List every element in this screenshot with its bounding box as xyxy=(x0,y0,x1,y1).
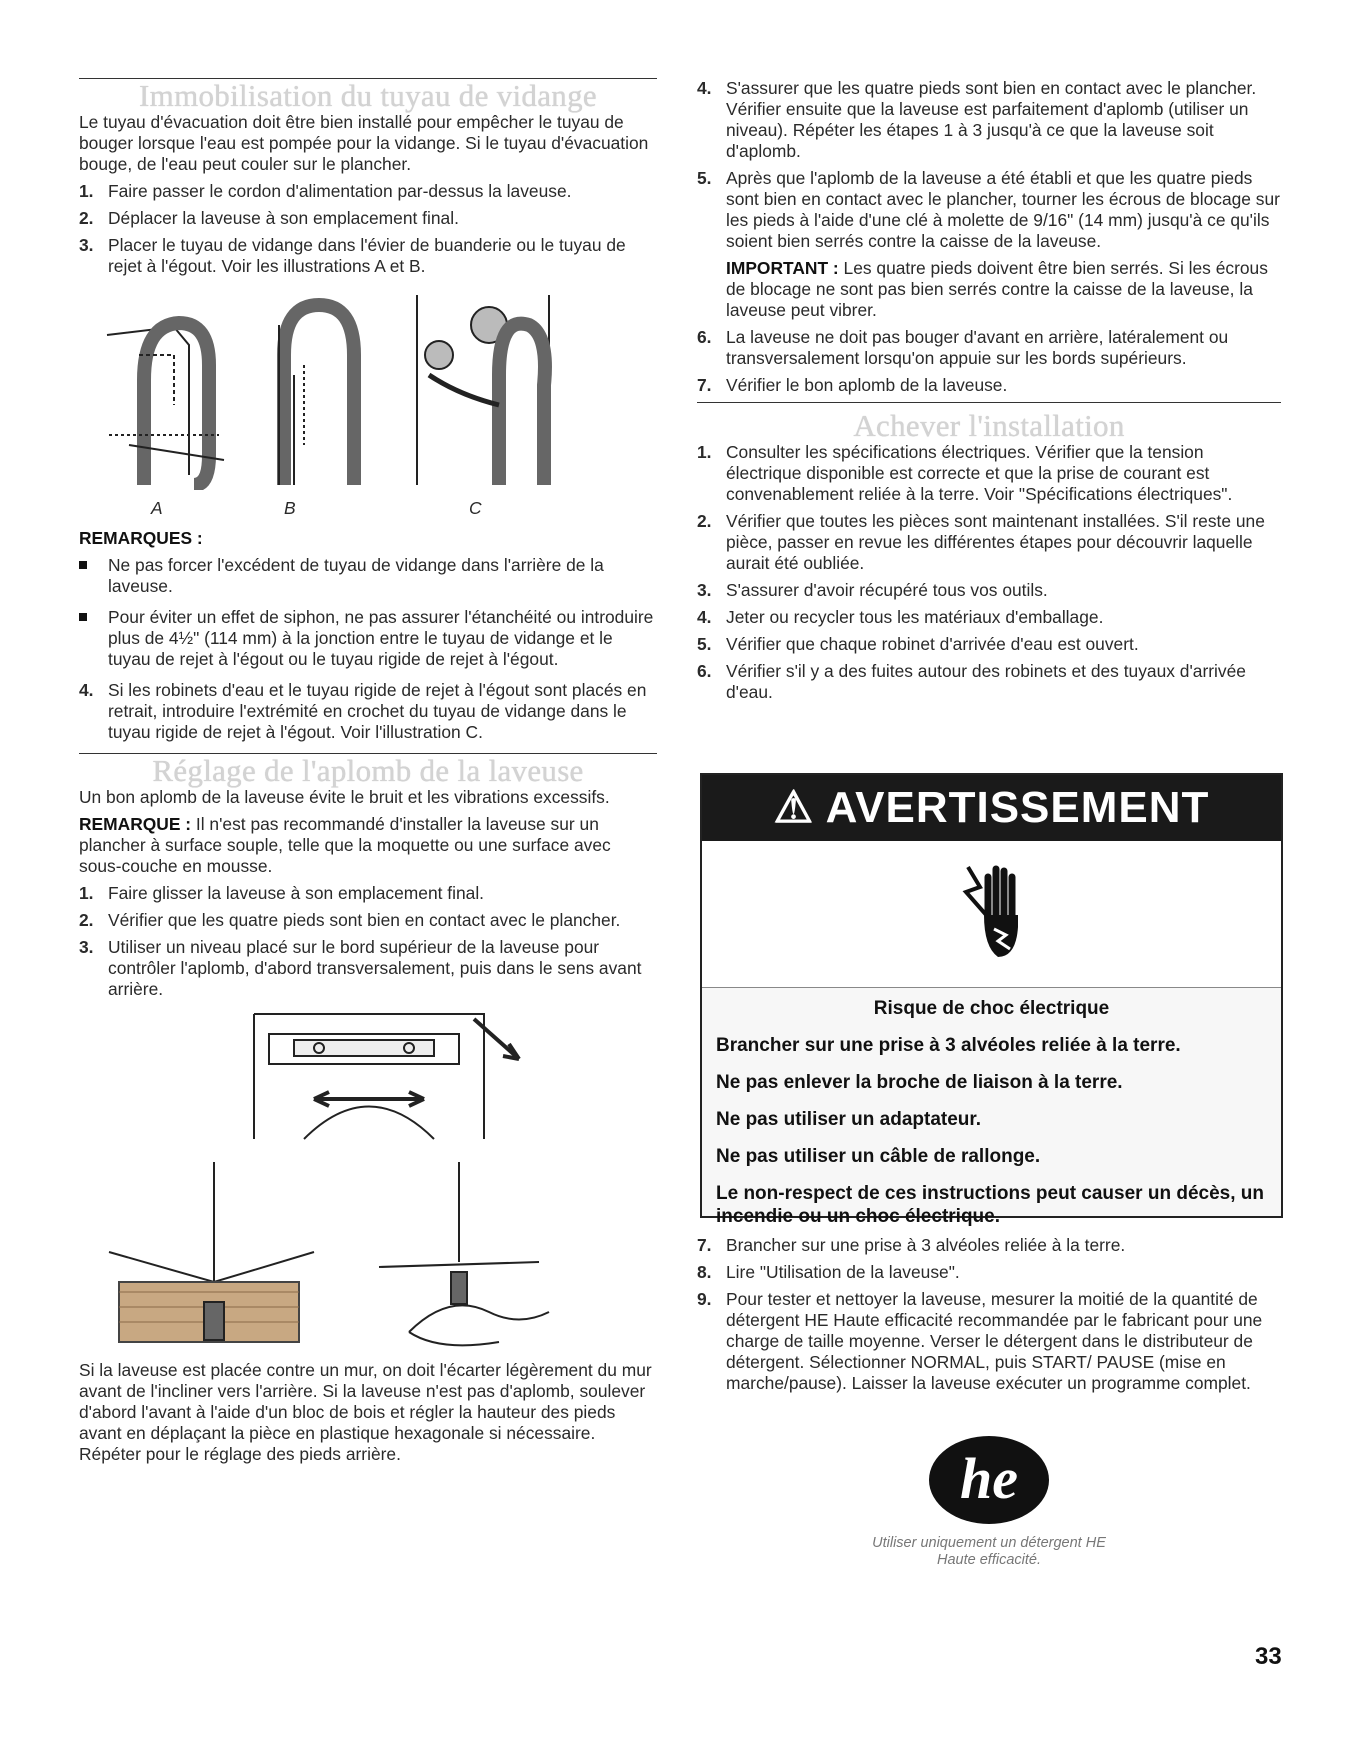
step-item: 3. S'assurer d'avoir récupéré tous vos outils. xyxy=(697,580,1048,600)
step-item: 6. Vérifier s'il y a des fuites autour des robinets et des tuyaux d'arrivée d'eau. xyxy=(697,661,1246,702)
section-title-leveling: Réglage de l'aplomb de la laveuse xyxy=(152,753,584,788)
right-column xyxy=(697,78,1281,709)
section-rule xyxy=(697,402,1281,403)
step-item: 3. Utiliser un niveau placé sur le bord supérieur de la laveuse pour contrôler l'aplomb, d'abord transversalement, puis dans le sens avant arrière. xyxy=(79,937,642,999)
step-item: 2. Déplacer la laveuse à son emplacement final. xyxy=(79,208,459,228)
warning-body xyxy=(702,988,1281,1228)
remark-item: Ne pas forcer l'excédent de tuyau de vidange dans l'arrière de la laveuse. xyxy=(79,555,657,597)
warning-line: Ne pas enlever la broche de liaison à la terre. xyxy=(716,1072,1123,1093)
section-title-drain-hose: Immobilisation du tuyau de vidange xyxy=(139,78,597,113)
step-list xyxy=(697,442,1281,703)
important-note: IMPORTANT : Les quatre pieds doivent être bien serrés. Si les écrous de blocage ne sont pas bien serrés contre la caisse de la laveuse, la laveuse peut vibrer. xyxy=(726,258,1268,320)
step-list xyxy=(697,1235,1281,1394)
illustration-a xyxy=(107,323,224,485)
step-item: 2. Vérifier que les quatre pieds sont bien en contact avec le plancher. xyxy=(79,910,621,930)
remarks-heading: REMARQUES : xyxy=(79,528,203,548)
warning-line: Ne pas utiliser un câble de rallonge. xyxy=(716,1146,1041,1167)
warning-line: Le non-respect de ces instructions peut causer un décès, un incendie ou un choc électrique. xyxy=(716,1183,1264,1227)
paragraph: Si la laveuse est placée contre un mur, on doit l'écarter légèrement du mur avant de l'incliner vers l'arrière. Si la laveuse n'est pas d'aplomb, soulever d'abord l'avant à l'aide d'un bloc de bois et régler la hauteur des pieds avant en déplaçant la pièce en plastique hexagonale si nécessaire. Répéter pour le réglage des pieds arrière. xyxy=(79,1360,652,1464)
warning-icon-area xyxy=(702,841,1281,988)
he-logo-text: he xyxy=(960,1446,1018,1511)
he-logo-icon xyxy=(924,1430,1054,1530)
step-item: 5. Après que l'aplomb de la laveuse a été établi et que les quatre pieds sont bien en contact avec le plancher, tourner les écrous de blocage sur les pieds à l'aide d'une clé à molette de 9/16" (14 mm) jusqu'à ce qu'ils soient bien serrés contre la caisse de la laveuse. xyxy=(697,168,1280,251)
leveling-legs-illustration xyxy=(79,1152,639,1352)
step-item: 1. Faire passer le cordon d'alimentation par-dessus la laveuse. xyxy=(79,181,572,201)
step-item: 4. Jeter ou recycler tous les matériaux d'emballage. xyxy=(697,607,1104,627)
paragraph: Le tuyau d'évacuation doit être bien installé pour empêcher le tuyau de bouger lorsque l'eau est pompée pour la vidange. Si le tuyau d'évacuation bouge, de l'eau peut couler sur le plancher. xyxy=(79,112,649,174)
warning-line: Brancher sur une prise à 3 alvéoles reliée à la terre. xyxy=(716,1035,1181,1056)
illustration-b xyxy=(279,305,354,485)
bullet-icon xyxy=(79,561,87,569)
drain-hose-illustrations xyxy=(79,285,639,490)
step-list xyxy=(79,680,657,743)
step-item: 5. Vérifier que chaque robinet d'arrivée d'eau est ouvert. xyxy=(697,634,1139,654)
electric-shock-hand-icon xyxy=(958,857,1028,967)
warning-title: Risque de choc électrique xyxy=(873,998,1110,1019)
step-item: 1. Faire glisser la laveuse à son emplacement final. xyxy=(79,883,485,903)
step-item: 1. Consulter les spécifications électriques. Vérifier que la tension électrique disponible est correcte et que la prise de courant est convenablement reliée à la terre. Voir "Spécifications électriques". xyxy=(697,442,1233,504)
remark-paragraph: REMARQUE : Il n'est pas recommandé d'installer la laveuse sur un plancher à surface souple, telle que la moquette ou une surface avec sous-couche en mousse. xyxy=(79,814,611,876)
step-list xyxy=(79,181,657,277)
warning-box xyxy=(700,773,1283,1227)
bullet-icon xyxy=(79,613,87,621)
step-item: 4. Si les robinets d'eau et le tuyau rigide de rejet à l'égout sont placés en retrait, introduire l'extrémité en crochet du tuyau de vidange dans le tuyau rigide de rejet à l'égout. Voir l'illustration C. xyxy=(79,680,647,742)
step-list xyxy=(79,883,657,1000)
step-item: 6. La laveuse ne doit pas bouger d'avant en arrière, latéralement ou transversalement lorsqu'on appuie sur les bords supérieurs. xyxy=(697,327,1229,368)
figure-labels xyxy=(79,498,657,520)
step-list xyxy=(697,78,1281,252)
he-caption: Utiliser uniquement un détergent HE Haute efficacité. xyxy=(872,1535,1106,1568)
illustration-c xyxy=(417,295,549,485)
step-list xyxy=(697,327,1281,396)
leveling-illustration xyxy=(79,1004,639,1144)
step-item: 7. Brancher sur une prise à 3 alvéoles reliée à la terre. xyxy=(697,1235,1126,1255)
page-number: 33 xyxy=(1255,1643,1282,1670)
step-item: 3. Placer le tuyau de vidange dans l'évier de buanderie ou le tuyau de rejet à l'égout. Voir les illustrations A et B. xyxy=(79,235,626,276)
right-column-bottom xyxy=(697,1235,1281,1569)
section-title-finish: Achever l'installation xyxy=(853,408,1125,443)
step-item: 8. Lire "Utilisation de la laveuse". xyxy=(697,1262,960,1282)
remarks-list xyxy=(79,555,657,670)
remark-item: Pour éviter un effet de siphon, ne pas assurer l'étanchéité ou introduire plus de 4½" (114 mm) à la jonction entre le tuyau de vidange et le tuyau de rejet à l'égout ou le tuyau rigide de rejet à l'égout. xyxy=(79,607,657,670)
step-item: 2. Vérifier que toutes les pièces sont maintenant installées. S'il reste une pièce, passer en revue les différentes étapes pour découvrir laquelle aurait été oubliée. xyxy=(697,511,1265,573)
left-column xyxy=(79,78,657,1471)
warning-triangle-icon: ⚠ xyxy=(773,783,815,832)
paragraph: Un bon aplomb de la laveuse évite le bruit et les vibrations excessifs. xyxy=(79,787,610,807)
step-item: 9. Pour tester et nettoyer la laveuse, mesurer la moitié de la quantité de détergent HE Haute efficacité recommandée par le fabricant pour une charge de taille moyenne. Verser le détergent dans le distributeur de détergent. Sélectionner NORMAL, puis START/ PAUSE (mise en marche/pause). Laisser la laveuse exécuter un programme complet. xyxy=(697,1289,1263,1393)
step-item: 4. S'assurer que les quatre pieds sont bien en contact avec le plancher. Vérifier ensuite que la laveuse est parfaitement d'aplomb (utiliser un niveau). Répéter les étapes 1 à 3 jusqu'à ce que la laveuse soit d'aplomb. xyxy=(697,78,1257,161)
he-logo-wrap xyxy=(697,1430,1281,1535)
figure-label-a: A xyxy=(151,498,163,518)
figure-label-c: C xyxy=(469,498,482,518)
warning-header: ⚠ AVERTISSEMENT xyxy=(702,775,1281,841)
figure-label-b: B xyxy=(284,498,296,518)
warning-line: Ne pas utiliser un adaptateur. xyxy=(716,1109,982,1130)
step-item: 7. Vérifier le bon aplomb de la laveuse. xyxy=(697,375,1008,395)
